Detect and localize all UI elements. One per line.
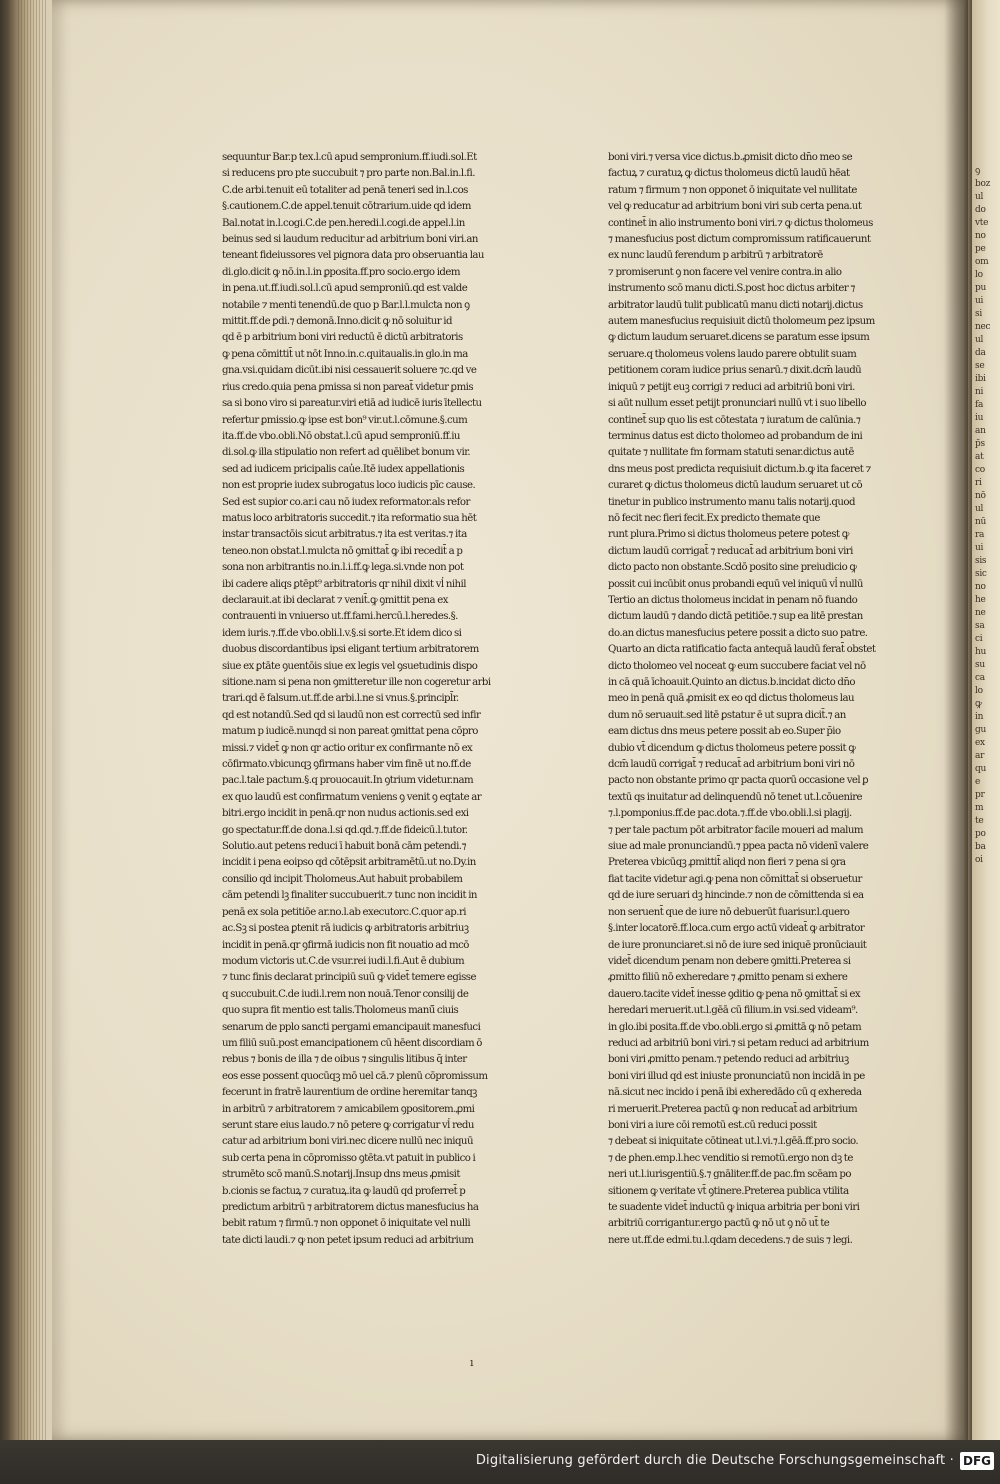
text-line: qd de iure seruari dꝫ hincinde.⁊ non de cōmittenda si ea: [608, 890, 864, 902]
text-line: dns meus post predicta requisiuit dictum.b.ꝙ ita faceret ⁊: [608, 463, 871, 475]
text-line: te suadente videt̄ inductū ꝙ iniqua arbitria per boni viri: [608, 1202, 860, 1213]
text-line: Solutio.aut petens reduci ī habuit bonā cām petendi.⁊: [222, 841, 467, 853]
facing-page-fragment: nec: [975, 322, 991, 332]
text-line: fecerunt in fratrē laurentium de ordine heremitar tanqꝫ: [222, 1087, 477, 1099]
text-line: trari.qd ē falsum.ut.ff.de arbi.l.ne si vnus.§.principl̄r.: [222, 693, 459, 705]
text-line: idem iuris.⁊.ff.de vbo.obli.l.v.§.si sorte.Et idem dico si: [222, 627, 462, 639]
text-line: bebit ratum ⁊ firmū.⁊ non opponet ō iniquitate vel nulli: [222, 1218, 471, 1230]
text-line: dictum laudū ⁊ dando dictā petitiōe.⁊ sup ea litē prestan: [608, 611, 863, 623]
facing-page-fragment: sis: [975, 556, 987, 566]
text-line: pacto non obstante primo qr pacta quorū occasione vel ꝑ: [608, 775, 869, 787]
facing-page-fragment: sic: [975, 569, 987, 579]
text-line: matum p iudicē.nunqd si non pareat ꝯmittat pena cōpro: [222, 726, 478, 738]
facing-page-fragment: lo: [975, 270, 983, 280]
text-line: arbitrator laudū tulit publicatū manu dicti notarij.dictus: [608, 299, 863, 311]
facing-page-fragment: ar: [975, 751, 985, 761]
text-line: ri meruerit.Preterea pactū ꝙ non reducat̄ ad arbitrium: [608, 1103, 858, 1115]
text-line: instar transactōis sicut arbitratus.⁊ ita est veritas.⁊ ita: [222, 529, 467, 541]
facing-page-fragment: ul: [975, 335, 984, 345]
text-line: boni viri a iure cōi remotū est.cū reduci possit: [608, 1119, 817, 1131]
facing-page-fragment: ꝙ: [975, 699, 982, 709]
facing-page-fragment: qu: [975, 764, 986, 774]
text-line: ex nunc laudū ferendum p arbitrū ⁊ arbitratorē: [608, 250, 823, 262]
text-line: cām petendi lꝫ finaliter succubuerit.⁊ tunc non incidit in: [222, 890, 477, 902]
facing-page-fragment: ul: [975, 192, 984, 202]
text-line: heredari meruerit.ut.l.gēā cū filium.in vsi.sed videam⁹.: [608, 1005, 858, 1017]
facing-page-fragment: ri: [975, 478, 982, 488]
text-line: ꝙ pena cōmittit̄ ut nōt Inno.in.c.quitaualis.in glo.in ma: [222, 348, 468, 360]
text-line: strumēto scō manū.S.notarij.Insup dns meus ꝓmisit: [222, 1169, 460, 1181]
text-line: terminus datus est dicto tholomeo ad probandum de ini: [608, 430, 863, 442]
text-line: quitate ⁊ nullitate fm formam statuti senar.dictus autē: [608, 447, 854, 459]
facing-page-fragment: te: [975, 816, 984, 826]
facing-page-fragment: si: [975, 309, 982, 319]
text-line: q succubuit.C.de iudi.l.rem non nouā.Tenor consilij de: [222, 988, 469, 1000]
facing-page-fragment: ibi: [975, 374, 986, 384]
gutter-shadow: [944, 0, 968, 1440]
text-line: ex quo laudū est confirmatum veniens ꝯ venit ꝯ eqtate ar: [222, 791, 482, 803]
facing-page-fragment: ui: [975, 543, 984, 553]
text-line: dubio vt̄ dicendum ꝙ dictus tholomeus petere possit ꝙ: [608, 742, 856, 754]
facing-page-fragment: po: [975, 829, 986, 839]
text-line: reduci ad arbitriū boni viri.⁊ si petam reduci ad arbitrium: [608, 1037, 869, 1049]
text-line: boni viri.⁊ versa vice dictus.b.ꝓmisit dicto dn̄o meo se: [608, 152, 853, 163]
text-line: sitionem ꝙ veritate vt̄ ꝯtinere.Preterea publica vtilita: [608, 1185, 849, 1197]
footer-bar: [0, 1440, 1000, 1484]
text-line: instrumento scō manu dicti.S.post hoc dictus arbiter ⁊: [608, 283, 855, 295]
text-line: cōfirmato.vbicunqꝫ ꝯfirmans haber vim finē ut no.ff.de: [222, 759, 471, 771]
text-line: rius credo.quia pena ꝑmissa si non pareat̄ videtur ꝑmis: [222, 381, 474, 393]
text-line: dum nō seruauit.sed litē ꝑstatur ē ut supra dicit̄.⁊ an: [608, 709, 846, 721]
facing-page-fragment: hu: [975, 647, 986, 657]
text-line: declarauit.at ibi declarat ⁊ venit̄.ꝙ ꝯmittit pena ex: [222, 594, 448, 606]
text-line: serunt stare eius laudo.⁊ nō petere ꝙ corrigatur vl̓ redu: [222, 1119, 474, 1131]
text-line: ita.ff.de vbo.obli.Nō obstat.l.cū apud semproniū.ff.iu: [222, 430, 460, 442]
facing-page-fragment: nū: [975, 517, 986, 527]
page-signature-mark: ı: [470, 1356, 474, 1369]
text-line: senarum de pplo sancti pergami emancipauit manesfuci: [222, 1021, 481, 1033]
facing-page-fragment: co: [975, 465, 985, 475]
text-line: ꝓmitto filiū nō exheredare ⁊ ꝓmitto penam si exhere: [608, 972, 848, 984]
text-line: in cā quā īchoauit.Quinto an dictus.b.incidat dicto dn̄o: [608, 677, 855, 688]
text-line: dicto pacto non obstante.Scdō posito sine preiudicio ꝙ: [608, 562, 857, 574]
text-line: Quarto an dicta ratificatio facta antequā laudū ferat̄ obstet: [608, 644, 876, 656]
text-line: nō fecit nec fieri fecit.Ex predicto themate que: [608, 512, 820, 524]
text-line: sed ad iudicem pricipalis cau̓e.Itē iudex appellationis: [222, 463, 465, 475]
text-line: non seruent̄ que de iure nō debuerūt fuarisur.l.quero: [608, 906, 850, 918]
text-line: ac.Sꝫ si postea ꝑtenit rā iudicis ꝙ arbitratoris arbitriuꝫ: [222, 923, 469, 935]
text-line: ⁊ manesfucius post dictum compromissum ratificauerunt: [608, 234, 871, 246]
text-line: boni viri ꝓmitto penam.⁊ petendo reduci ad arbitriuꝫ: [608, 1054, 849, 1066]
facing-page-fragment: se: [975, 361, 985, 371]
text-line: ratum ⁊ firmum ⁊ non opponet ō iniquitate vel nullitate: [608, 184, 857, 196]
text-line: ⁊ de ꝑhen.emp.l.hec venditio si remotū.ergo non dꝫ te: [608, 1152, 853, 1164]
facing-page-fragment: boz: [975, 179, 991, 189]
text-line: dauero.tacite videt̄ inesse ꝯditio ꝙ pena nō ꝯmittat̄ si ex: [608, 988, 861, 1000]
facing-page-fragment: sa: [975, 621, 985, 631]
facing-page-fragment: pe: [975, 244, 986, 254]
text-line: gna.vsi.quidam dicūt.ibi nisi cessauerit soluere ⁊c.qd ve: [222, 365, 477, 377]
facing-page-fragment: pr: [975, 790, 985, 800]
facing-page-fragment: iu: [975, 413, 984, 423]
text-line: sequuntur Bar.p tex.l.cū apud sempronium.ff.iudi.sol.Et: [222, 152, 477, 163]
text-line: runt plura.Primo si dictus tholomeus petere potest ꝙ: [608, 529, 849, 541]
text-line: ⁊ per tale pactum pōt arbitrator facile moueri ad malum: [608, 824, 863, 836]
text-line: siue ex ꝑtāte ꝯuentōis siue ex legis vel ꝯsuetudinis dispo: [222, 660, 478, 672]
right-text-column: [608, 150, 908, 1249]
text-line: quo supra fit mentio est talis.Tholomeus manū̄ ciuis: [222, 1005, 459, 1017]
facing-page-fragment: in: [975, 712, 984, 722]
text-line: videt̄ dicendum penam non debere ꝯmitti.Preterea si: [608, 955, 851, 967]
text-line: ⁊.l.pomponius.ff.de pac.dota.⁊.ff.de vbo.obli.l.si plagij.: [608, 808, 852, 820]
text-line: sub certa pena in cōpromisso ꝯtēta.vt patuit in publico i: [222, 1152, 476, 1164]
text-line: refertur ꝑmissio.ꝙ ipse est bon⁹ vir.ut.l.cōmune.§.cum: [222, 414, 468, 426]
text-line: modum victoris ut.C.de vsur.rei iudi.l.fi.Aut ē dubium: [222, 955, 465, 967]
text-line: dicto tholomeo vel noceat ꝙ eum succubere faciat vel nō: [608, 660, 866, 672]
text-line: di.sol.ꝙ illa stipulatio non refert ad quēlibet bonum vir.: [222, 447, 471, 459]
text-line: predictum arbitrū ⁊ arbitratorem dictus manesfucius ha: [222, 1202, 479, 1213]
text-line: sona non arbitrantis no.in.l.i.ff.ꝙ lega.si.vnde non pot: [222, 562, 464, 574]
text-line: teneant fideiussores vel pignora data pro obseruantia lau: [222, 250, 484, 262]
dfg-logo[interactable]: DFG: [960, 1452, 994, 1470]
facing-page-fragment: ci: [975, 634, 983, 644]
text-line: neri ut.l.iurisgentiū.§.⁊ gnāliter.ff.de pac.fm scēam po: [608, 1169, 851, 1181]
page-edges: [18, 0, 48, 1440]
text-line: teneo.non obstat.l.mulcta nō ꝯmittat̄ ꝙ ibi recedit̄ a p: [222, 545, 463, 557]
text-line: Sed est supior co.ar.i cau nō iudex reformator.als refor: [222, 496, 470, 508]
text-line: si aūt nullum esset petijt pronunciari nullū vt i suo libello: [608, 398, 866, 410]
text-line: incidit in penā.qr ꝯfirmā iudicis non fit nouatio ad mcō: [222, 939, 469, 951]
text-line: ꝙ dictum laudum seruaret.dicens se paratum esse ipsum: [608, 332, 870, 344]
text-line: de iure pronunciaret.si nō de iure sed iniquē pronūciauit: [608, 939, 867, 951]
facing-page-fragment: no: [975, 582, 986, 592]
text-line: fiat tacite videtur agi.ꝙ pena non cōmittat̄ si obseruetur: [608, 873, 862, 885]
text-line: sitione.nam si pena non ꝯmitteretur ille non cogeretur arbi: [222, 677, 491, 688]
text-line: dictum laudū corrigat̄ ⁊ reducat̄ ad arbitrium boni viri: [608, 545, 853, 557]
text-line: in glo.ibi posita.ff.de vbo.obli.ergo si ꝓmittā ꝙ nō petam: [608, 1021, 862, 1033]
facing-page-fragment: ca: [975, 673, 985, 683]
text-line: siue ad male pronunciandū.⁊ ppea pacta nō videnī valere: [608, 841, 869, 853]
text-line: sa si bono viro si pareatur.viri etiā ad iudicē iuris ītellectu: [222, 398, 482, 410]
digitization-credit: Digitalisierung gefördert durch die Deutsche Forschungsgemeinschaft ·: [475, 1453, 954, 1468]
text-line: tinetur in publico instrumento manu talis notarij.quod: [608, 496, 855, 508]
text-line: non est proprie iudex subrogatus loco iudicis pīc cause.: [222, 480, 476, 492]
text-line: continet̄ sup quo lis est cōtestata ⁊ iuratum de calūnia.⁊: [608, 414, 861, 426]
facing-page-fragment: ui: [975, 296, 984, 306]
facing-page-fragment: ex: [975, 738, 985, 748]
text-line: contrauenti in vniuerso ut.ff.fami.hercū.l.heredes.§.: [222, 611, 458, 623]
text-line: Tertio an dictus tholomeus incidat in penam nō fuando: [608, 594, 858, 606]
text-line: nere ut.ff.de edmi.tu.l.qdam decedens.⁊ de suis ⁊ legi.: [608, 1234, 853, 1246]
facing-page-fragment: vte: [975, 218, 989, 228]
facing-page-fragment: m: [975, 803, 984, 813]
text-line: incidit i pena eoipso qd cōtēpsit arbitramētū.ut no.Dy.in: [222, 857, 476, 869]
facing-page-fragment: ni: [975, 387, 984, 397]
text-line: qd est notandū.Sed qd si laudū non est correctū sed infir: [222, 709, 481, 721]
facing-page-fragment: ꝯ: [975, 166, 980, 176]
facing-page-fragment: an: [975, 426, 986, 436]
text-line: dcm̄ laudū corrigat̄ ⁊ reducat̄ ad arbitrium boni viri nō: [608, 759, 855, 771]
text-line: eos esse possent quocūqꝫ mō uel cā.⁊ plenū cōpromissum: [222, 1070, 488, 1082]
facing-page-fragment: e: [975, 777, 981, 787]
facing-page-fragment: at: [975, 452, 984, 462]
facing-page-sliver: [972, 0, 1000, 1440]
text-line: boni viri illud qd est iniuste pronunciatū non incidā in pe: [608, 1070, 865, 1082]
facing-page-fragment: da: [975, 348, 986, 358]
text-line: duobus discordantibus ipsi eligant tertium arbitratorem: [222, 644, 479, 656]
text-line: missi.⁊ videt̄ ꝙ non qr actio oritur ex confirmante nō ex: [222, 742, 473, 754]
text-line: factuꝝ ⁊ curatuꝝ ꝙ dictus tholomeus dictū laudū hēat: [608, 168, 850, 180]
left-text-column: [222, 150, 608, 1249]
facing-page-fragment: ba: [975, 842, 986, 852]
facing-page-fragment: p̄s: [975, 439, 985, 449]
facing-page-fragment: gu: [975, 725, 986, 735]
text-line: Bal.notat in.l.cogi.C.de pen.heredi.l.cogi.de appel.l.in: [222, 217, 465, 229]
text-line: nā.sicut nec incido i penā ibi exheredādo cū q exhereda: [608, 1087, 862, 1099]
facing-page-fragment: pu: [975, 283, 986, 293]
text-line: possit cui incūbit onus probandi equū vel iniquū vl̓ nullū: [608, 578, 863, 590]
text-line: autem manesfucius requisiuit dictū tholomeum ꝑez ipsum: [608, 316, 875, 328]
text-line: C.de arbi.tenuit eū totaliter ad penā teneri sed in.l.cos: [222, 184, 468, 196]
text-line: go spectatur.ff.de dona.l.si qd.qd.⁊.ff.de fideicū.l.tutor.: [222, 824, 468, 836]
facing-page-fragment: oi: [975, 855, 983, 865]
text-line: ⁊ promiserunt ꝯ non facere vel venire contra.in alio: [608, 266, 842, 278]
text-line: b.cionis se factuꝝ ⁊ curatuꝝ.ita ꝙ laudū qd proferret̄ p: [222, 1185, 466, 1197]
facing-page-fragment: su: [975, 660, 985, 670]
text-line: continet̄ in alio instrumento boni viri.⁊ ꝙ dictus tholomeus: [608, 217, 873, 229]
facing-page-fragment: no: [975, 231, 986, 241]
text-line: vel ꝙ reducatur ad arbitrium boni viri sub certa pena.ut: [608, 201, 862, 213]
text-line: §.inter locatorē.ff.loca.cum ergo actū videat̄ ꝙ arbitrator: [608, 923, 865, 935]
text-line: ⁊ debeat si iniquitate cōtineat ut.l.vi.⁊.l.gēā.ff.pro socio.: [608, 1136, 859, 1148]
facing-page-fragment: do: [975, 205, 986, 215]
text-line: matus loco arbitratoris succedit.⁊ ita reformatio sua hēt: [222, 512, 477, 524]
text-line: consilio qd incipit Tholomeus.Aut habuit probabilem: [222, 873, 463, 885]
text-line: meo in penā quā ꝓmisit ex eo qd dictus tholomeus lau: [608, 693, 855, 705]
text-line: notabile ⁊ menti tenendū.de quo p Bar.l.l.mulcta non ꝯ: [222, 299, 470, 311]
text-line: pac.l.tale pactum.§.q prouocauit.In ꝯtrium videtur.nam: [222, 775, 474, 787]
text-line: penā ex sola petitiōe ar.no.l.ab executorc.C.quor ap.ri: [222, 906, 466, 918]
text-line: ⁊ tunc finis declarat principiū suū ꝙ videt̄ temere egisse: [222, 972, 476, 984]
text-line: si reducens pro pte succubuit ⁊ pro parte non.Bal.in.l.fi.: [222, 168, 475, 180]
facing-page-fragment: he: [975, 595, 986, 605]
facing-page-fragment: ne: [975, 608, 986, 618]
text-line: seruare.q tholomeus volens laudo parere obtulit suam: [608, 348, 857, 360]
text-line: rebus ⁊ bonis de illa ⁊ de oibus ⁊ singulis litibus q̄ inter: [222, 1054, 467, 1066]
facing-page-fragment: fa: [975, 400, 984, 410]
text-line: iniquū ⁊ petijt euꝫ corrigi ⁊ reduci ad arbitriū boni viri.: [608, 381, 855, 393]
text-line: in pena.ut.ff.iudi.sol.l.cū apud semproniū.qd est valde: [222, 283, 468, 295]
text-line: curaret ꝙ dictus tholomeus dictū laudum seruaret ut cō: [608, 480, 863, 492]
facing-page-fragment: ul: [975, 504, 984, 514]
facing-page-fragment: om: [975, 257, 989, 267]
text-line: §.cautionem.C.de appel.tenuit cōtrarium.uide qd idem: [222, 201, 471, 213]
text-line: qd ē p arbitrium boni viri reductū ē dictū arbitratoris: [222, 332, 463, 344]
text-line: beinus sed si laudum reducitur ad arbitrium boni viri.an: [222, 234, 478, 246]
text-line: catur ad arbitrium boni viri.nec dicere nullū nec iniquū: [222, 1136, 473, 1148]
text-line: mittit.ff.de ꝑdi.⁊ demonā.Inno.dicit ꝙ nō soluitur id: [222, 316, 452, 328]
text-line: Preterea vbicūqꝫ ꝓmittit̄ aliqd non fieri ⁊ pena si ꝯra: [608, 857, 846, 869]
text-line: tate dicti laudi.⁊ ꝙ non petet ipsum reduci ad arbitrium: [222, 1234, 474, 1246]
text-line: textū qs inuitatur ad delinquendū nō tenet ut.l.cōuenire: [608, 791, 862, 803]
text-line: di.glo.dicit ꝙ nō.in.l.in ꝑposita.ff.pro socio.ergo idem: [222, 266, 460, 278]
text-line: do.an dictus manesfucius petere possit a dicto suo patre.: [608, 627, 868, 639]
text-line: um filiū suū.post emancipationem cū hēent discordiam ō: [222, 1037, 482, 1049]
text-line: in arbitrū ⁊ arbitratorem ⁊ amicabilem ꝯpositorem.ꝓmi: [222, 1103, 475, 1115]
facing-page-fragment: ra: [975, 530, 985, 540]
facing-page-fragment: nō: [975, 491, 986, 501]
text-line: eam dictus dns meus petere possit ab eo.Super p̄io: [608, 726, 841, 738]
text-line: petitionem coram iudice prius senarū.⁊ dixit.dcm̄ laudū: [608, 365, 862, 377]
text-line: bitri.ergo incidit in penā.qr non nudus actionis.sed exi: [222, 808, 469, 820]
facing-page-fragment: lo: [975, 686, 983, 696]
text-line: arbitriū corrigantur.ergo pactū ꝙ nō ut ꝯ nō ut̄ te: [608, 1218, 830, 1230]
text-line: ibi cadere aliqs ꝑtēpt⁹ arbitratoris qr nihil dixit vl̓ nihil: [222, 578, 466, 590]
